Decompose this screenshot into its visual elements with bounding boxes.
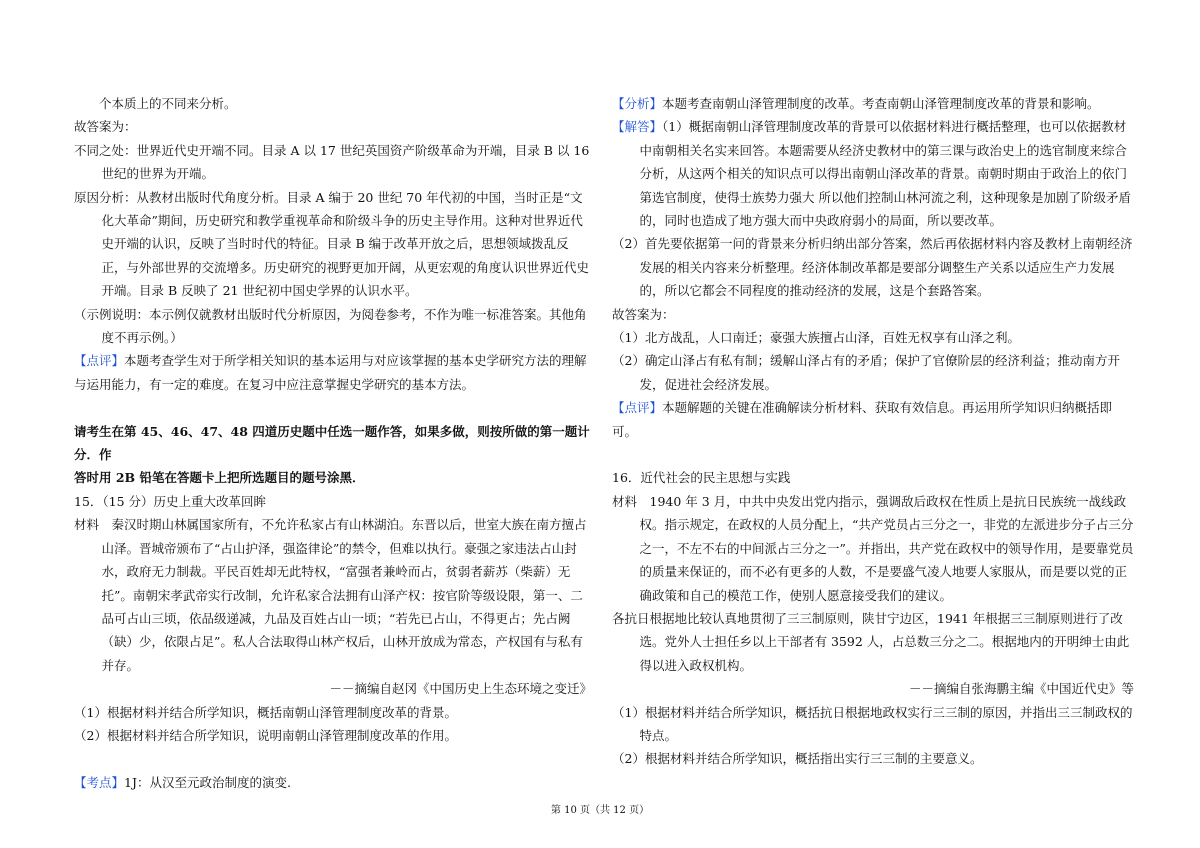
sub-question: （2）根据材料并结合所学知识，说明南朝山泽管理制度改革的作用。 <box>74 727 457 743</box>
instruction-line: 答时用 2B 铅笔在答题卡上把所选题目的题号涂黑． <box>74 470 365 486</box>
material-source: －－摘编自赵冈《中国历史上生态环境之变迁》 <box>329 681 592 697</box>
comment-text: 本题考查学生对于所学相关知识的基本运用与对应该掌握的基本史学研究方法的理解与运用能力，有一定的难度。在复习中应注意掌握史学研究的基本方法。 <box>74 353 587 392</box>
page-number: 第 10 页（共 12 页） <box>550 805 650 816</box>
question-material: 材料 1940 年 3 月，中共中央发出党内指示，强调敌后政权在性质上是抗日民族统一战线政权。指示规定，在政权的人员分配上，“共产党员占三分之一，非党的左派进步分子占三分之一，不左不右的中间派占三分之一”。并指出，共产党在政权中的领导作用，是要靠党员的质量来保证的，而不必有更多的人数，不是要盛气凌人地要人家服从，而是要以党的正确政策和自己的模范工作，使别人愿意接受我们的建议。 <box>612 493 1134 603</box>
spacer <box>612 443 1134 466</box>
spacer <box>74 747 592 770</box>
analysis-paragraph <box>612 92 1134 115</box>
solution-paragraph-2: （2）首先要依据第一问的背景来分析归纳出部分答案，然后再依据材料内容及教材上南朝经济发展的相关内容来分析整理。经济体制改革都是要部分调整生产关系以适应生产力发展的，所以它都会不同程度的推动经济的发展，这是个套路答案。 <box>612 236 1133 299</box>
sub-question: （1）根据材料并结合所学知识，概括南朝山泽管理制度改革的背景。 <box>74 704 457 720</box>
answer-reason: 原因分析：从教材出版时代角度分析。目录 A 编于 20 世纪 70 年代初的中国，当时正是“文化大革命”期间，历史研究和教学重视革命和阶级斗争的历史主导作用。这种对世界近代史开端的认识，反映了当时时代的特征。目录 B 编于改革开放之后，思想领域拨乱反正，与外部世界的交流增多。历史研究的视野更加开阔，从更宏观的角度认识世界近代史开端。目录 B 反映了 21 世纪初中国史学界的认识水平。 <box>74 189 590 299</box>
comment-paragraph <box>612 396 1134 443</box>
comment-tag: 【点评】 <box>74 353 125 369</box>
example-note: （示例说明：本示例仅就教材出版时代分析原因，为阅卷参考，不作为唯一标准答案。其他角度不再示例。） <box>74 306 587 346</box>
comment-paragraph <box>74 349 592 396</box>
answer-1: （1）北方战乱，人口南迁；豪强大族擅占山泽，百姓无权享有山泽之利。 <box>612 330 1020 346</box>
text-line: 故答案为： <box>74 119 137 135</box>
analysis-text: 本题考查南朝山泽管理制度的改革。考查南朝山泽管理制度改革的背景和影响。 <box>662 96 1100 111</box>
material-source: －－摘编自张海鹏主编《中国近代史》等 <box>908 681 1134 697</box>
spacer <box>74 396 592 419</box>
right-column <box>612 92 1134 771</box>
question-material: 材料 秦汉时期山林属国家所有，不允许私家占有山林湖泊。东晋以后，世室大族在南方擅占山泽。晋城帝颁布了“占山护泽，强盗律论”的禁令，但难以执行。豪强之家违法占山封水，政府无力制裁。平民百姓却无此特权，“富强者兼岭而占，贫弱者薪苏（柴薪）无托”。南朝宋孝武帝实行改制，允许私家合法拥有山泽产权：按官阶等级设限，第一、二品可占山三顷，依品级递减，九品及百姓占山一顷；“若先已占山，不得更占；先占阙（缺）少，依限占足”。私人合法取得山林产权后，山林开放成为常态，产权国有与私有并存。 <box>74 517 587 673</box>
comment-tag: 【点评】 <box>612 400 663 416</box>
comment-text: 本题解题的关键在准确解读分析材料、获取有效信息。再运用所学知识归纳概括即可。 <box>612 400 1113 439</box>
solution-paragraph <box>612 115 1134 232</box>
left-column <box>74 92 592 794</box>
solution-text: （1）概据南朝山泽管理制度改革的背景可以依据材料进行概括整理，也可以依据教材中南朝相关名实来回答。本题需要从经济史教材中的第三课与政治史上的选官制度来综合分析，从这两个相关的知识点可以得出南朝山泽改革的背景。南朝时期由于政治上的依门第选官制度，使得士族势力强大 所以他们控制山林河流之利，这种现象是加剧了阶级矛盾的，同时也造成了地方强大而中央政府弱小的局面，所以要改革。 <box>639 119 1131 229</box>
text-line: 个本质上的不同来分析。 <box>99 96 237 111</box>
analysis-tag: 【分析】 <box>612 96 663 111</box>
kaodian-paragraph <box>74 771 592 794</box>
question-title: 16．近代社会的民主思想与实践 <box>612 470 791 486</box>
kaodian-text: 1J：从汉至元政治制度的演变. <box>124 774 291 790</box>
answer-difference: 不同之处：世界近代史开端不同。目录 A 以 17 世纪英国资产阶级革命为开端，目录 B 以 16 世纪的世界为开端。 <box>74 142 590 182</box>
question-title: 15．（15 分）历史上重大改革回眸 <box>74 493 267 509</box>
kaodian-tag: 【考点】 <box>74 774 125 790</box>
question-material-2: 各抗日根据地比较认真地贯彻了三三制原则，陕甘宁边区，1941 年根据三三制原则进行了改选。党外人士担任乡以上干部者有 3592 人，占总数三分之二。根据地内的开明绅士由此得以进入政权机构。 <box>612 610 1130 673</box>
instruction-line: 请考生在第 45、46、47、48 四道历史题中任选一题作答，如果多做，则按所做的第一题计分．作 <box>74 423 590 463</box>
sub-question: （2）根据材料并结合所学知识，概括指出实行三三制的主要意义。 <box>612 751 983 767</box>
answer-2: （2）确定山泽占有私有制；缓解山泽占有的矛盾；保护了官僚阶层的经济利益；推动南方开发，促进社会经济发展。 <box>612 353 1120 392</box>
solution-tag: 【解答】 <box>612 119 663 135</box>
answer-label: 故答案为： <box>612 306 675 322</box>
sub-question: （1）根据材料并结合所学知识，概括抗日根据地政权实行三三制的原因，并指出三三制政权的特点。 <box>612 704 1133 743</box>
